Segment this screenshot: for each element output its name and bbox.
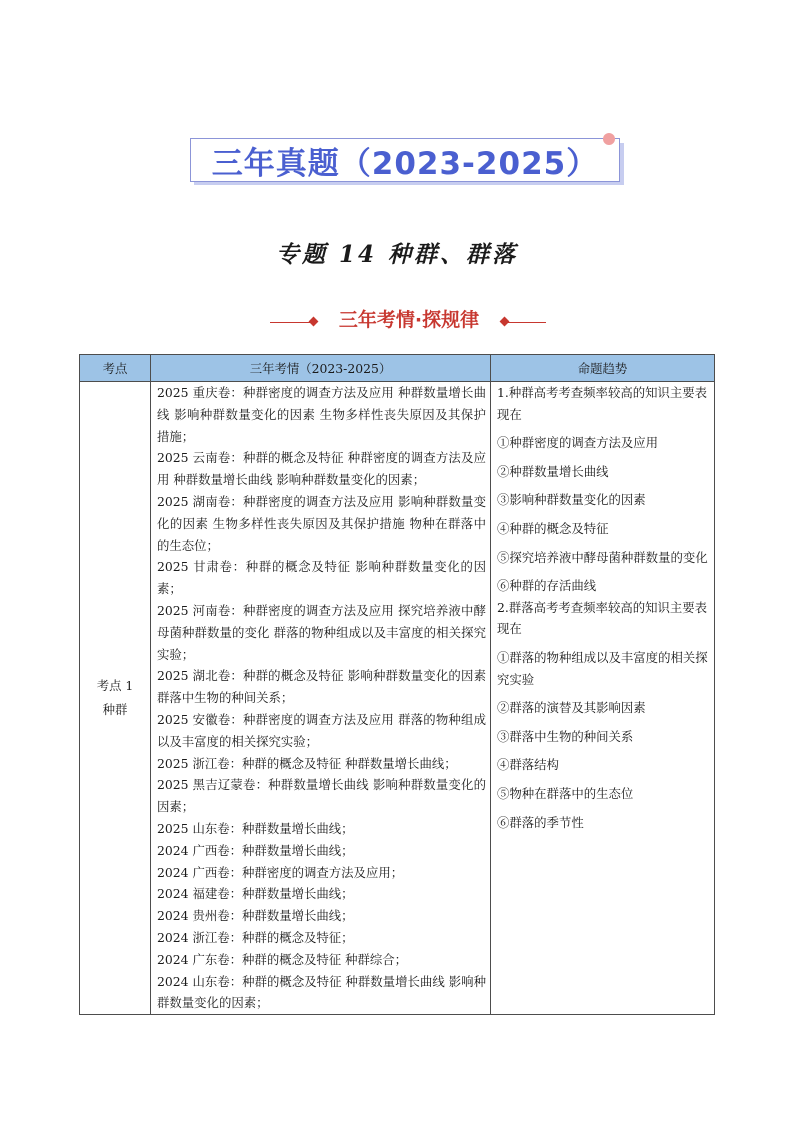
exam-item: 2025 河南卷：种群密度的调查方法及应用 探究培养液中酵母菌种群数量的变化 群落的物种组成以及丰富度的相关探究实验； [157,602,486,662]
exam-item: 2025 黑吉辽蒙卷：种群数量增长曲线 影响种群数量变化的因素； [157,777,486,815]
trend-item: ①群落的物种组成以及丰富度的相关探究实验 [497,649,708,687]
banner-title: 三年真题（2023-2025） [211,145,599,182]
exam-item: 2025 湖北卷：种群的概念及特征 影响种群数量变化的因素 群落中生物的种间关系； [157,668,486,706]
exam-item: 2025 山东卷：种群数量增长曲线； [157,820,354,836]
trend-item: ②群落的演替及其影响因素 [497,700,646,716]
trend-item: ③影响种群数量变化的因素 [497,492,646,508]
header-rule-left [270,322,312,323]
trend-item: ⑤物种在群落中的生态位 [497,785,634,801]
exam-item: 2024 广东卷：种群的概念及特征 种群综合； [157,951,408,967]
exam-item: 2024 山东卷：种群的概念及特征 种群数量增长曲线 影响种群数量变化的因素； [157,973,486,1011]
exam-item: 2024 浙江卷：种群的概念及特征； [157,929,354,945]
header-rule-right [506,322,546,323]
exam-analysis-table [79,354,715,1015]
table-row [80,382,715,1015]
exam-item: 2025 重庆卷：种群密度的调查方法及应用 种群数量增长曲线 影响种群数量变化的因素 生物多样性丧失原因及其保护措施； [157,385,486,444]
section-header-text: 三年考情·探规律 [338,309,480,331]
exam-item: 2025 湖南卷：种群密度的调查方法及应用 影响种群数量变化的因素 生物多样性丧失原因及其保护措施 物种在群落中的生态位； [157,493,486,553]
trend-item: ③群落中生物的种间关系 [497,728,634,744]
trend-item: ②种群数量增长曲线 [497,463,609,479]
exam-item: 2025 浙江卷：种群的概念及特征 种群数量增长曲线； [157,755,457,771]
point-name: 种群 [102,702,128,718]
trend-item: ⑥种群的存活曲线 [497,578,597,594]
banner-box [190,138,620,182]
header-trend: 命题趋势 [491,355,715,382]
banner-dot-decoration [603,133,615,145]
trend-heading: 2.群落高考考查频率较高的知识主要表现在 [497,599,708,637]
header-diamond-left-icon [309,317,319,327]
topic-title: 专题 14 种群、群落 [275,241,519,268]
trend-heading: 1.种群高考考查频率较高的知识主要表现在 [497,385,708,422]
exam-situation-cell [151,382,491,1015]
trend-item: ④种群的概念及特征 [497,520,609,536]
trend-item: ①种群密度的调查方法及应用 [497,435,659,451]
trend-item: ④群落结构 [497,757,559,773]
point-number: 考点 1 [96,678,134,694]
header-point: 考点 [80,355,151,382]
point-cell [80,382,151,1015]
exam-item: 2024 贵州卷：种群数量增长曲线； [157,908,354,924]
exam-item: 2024 福建卷：种群数量增长曲线； [157,886,354,902]
header-exam-situation: 三年考情（2023-2025） [151,355,491,382]
title-banner [190,138,620,184]
table-header-row [80,355,715,382]
trend-item: ⑥群落的季节性 [497,814,584,830]
section-header [270,305,546,335]
exam-item: 2025 安徽卷：种群密度的调查方法及应用 群落的物种组成以及丰富度的相关探究实验； [157,711,486,749]
trend-item: ⑤探究培养液中酵母菌种群数量的变化 [497,549,708,565]
exam-item: 2024 广西卷：种群密度的调查方法及应用； [157,864,404,880]
exam-item: 2025 甘肃卷：种群的概念及特征 影响种群数量变化的因素； [157,559,486,597]
exam-item: 2024 广西卷：种群数量增长曲线； [157,842,354,858]
trend-cell [491,382,715,1015]
exam-item: 2025 云南卷：种群的概念及特征 种群密度的调查方法及应用 种群数量增长曲线 影响种群数量变化的因素； [157,450,486,488]
